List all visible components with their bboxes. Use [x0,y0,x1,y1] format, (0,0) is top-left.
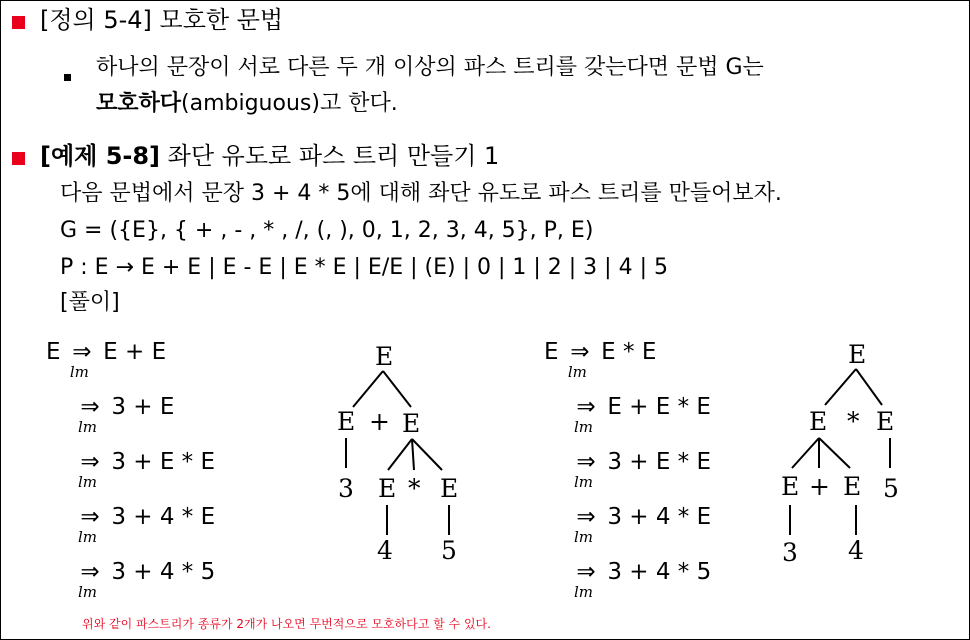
tree-node: 4 [377,536,393,565]
tree-node: E [848,340,867,369]
tree-node: 3 [782,538,798,567]
derivation-right-start: E [544,339,559,365]
derivation-left-step: E ⇒ lm E + E [46,339,167,381]
derives-arrow-icon: ⇒ lm [78,449,100,491]
derivation-right-step: E ⇒ lm E * E [544,339,657,381]
derivation-left-step: ⇒ lm 3 + E * E [78,449,216,491]
tree-edge [412,439,442,470]
tree-node: E [337,407,356,436]
derives-arrow-icon: ⇒ lm [78,559,100,601]
derives-arrow-icon: ⇒ lm [78,394,100,436]
example-heading-title: 좌단 유도로 파스 트리 만들기 1 [160,142,500,170]
tree-node: E [378,474,397,503]
tree-node: E [440,474,459,503]
derivation-left-step: ⇒ lm 3 + 4 * E [78,504,216,546]
derives-arrow-icon: ⇒ lm [574,449,596,491]
derives-arrow-icon: ⇒ lm [574,559,596,601]
definition-sub-bullet [64,66,71,85]
tree-node: + [809,472,830,501]
tree-edge [383,371,411,407]
example-grammar-g: G = ({E}, { + , - , * , /, (, ), 0, 1, 2, 3, 4, 5}, P, E) [60,218,594,243]
derives-arrow-icon: ⇒ lm [78,504,100,546]
definition-heading: [정의 5-4] 모호한 문법 [40,6,284,34]
tree-node: 5 [883,474,899,503]
derives-arrow-icon: ⇒ lm [574,504,596,546]
tree-node: E [781,472,800,501]
tree-node: + [369,407,390,436]
parse-tree-left [320,335,480,570]
tree-node: E [375,342,394,371]
example-solution-label: [풀이] [60,290,120,315]
tree-edge [819,438,850,468]
derives-arrow-icon: ⇒ lm [574,394,596,436]
derives-arrow-icon: ⇒ lm [69,339,92,381]
tree-node: E [876,407,895,436]
definition-text-rest: (ambiguous)고 한다. [181,91,398,116]
derivation-right-step: ⇒ lm E + E * E [574,394,711,436]
derivation-left-start: E [46,339,61,365]
example-heading-label: [예제 5-8] [40,142,161,170]
parse-tree-right [770,335,920,570]
example-productions-p: P : E → E + E | E - E | E * E | E/E | (E) | 0 | 1 | 2 | 3 | 4 | 5 [60,255,668,280]
definition-text-line1: 하나의 문장이 서로 다른 두 개 이상의 파스 트리를 갖는다면 문법 G는 [96,55,764,80]
tree-edge [825,369,856,405]
definition-text-line2 [96,90,398,118]
derivation-left-step: ⇒ lm 3 + E [78,394,175,436]
tree-node: E [402,409,421,438]
tree-node: E [843,472,862,501]
tree-node: 3 [338,474,354,503]
derivation-right-step: ⇒ lm 3 + E * E [574,449,712,491]
derivation-left-step: ⇒ lm 3 + 4 * 5 [78,559,216,601]
example-heading [40,141,499,171]
tree-node: * [408,474,421,503]
tree-edge [353,371,383,407]
derivation-right-step: ⇒ lm 3 + 4 * E [574,504,712,546]
red-note: 위와 같이 파스트리가 종류가 2개가 나오면 무번적으로 모호하다고 할 수 있다. [82,617,491,631]
tree-edge [856,369,882,405]
tree-node: 4 [848,536,864,565]
tree-edge [792,438,819,468]
derivation-right-step: ⇒ lm 3 + 4 * 5 [574,559,712,601]
definition-bullet [12,14,25,33]
tree-node: * [847,407,860,436]
derives-arrow-icon: ⇒ lm [567,339,590,381]
tree-node: E [809,407,828,436]
tree-node: 5 [441,536,457,565]
example-bullet [12,150,25,169]
example-line1: 다음 문법에서 문장 3 + 4 * 5에 대해 좌단 유도로 파스 트리를 만들어보자. [60,181,782,206]
tree-edge [412,439,414,470]
definition-bold-term: 모호하다 [96,91,182,116]
tree-edge [388,439,412,470]
